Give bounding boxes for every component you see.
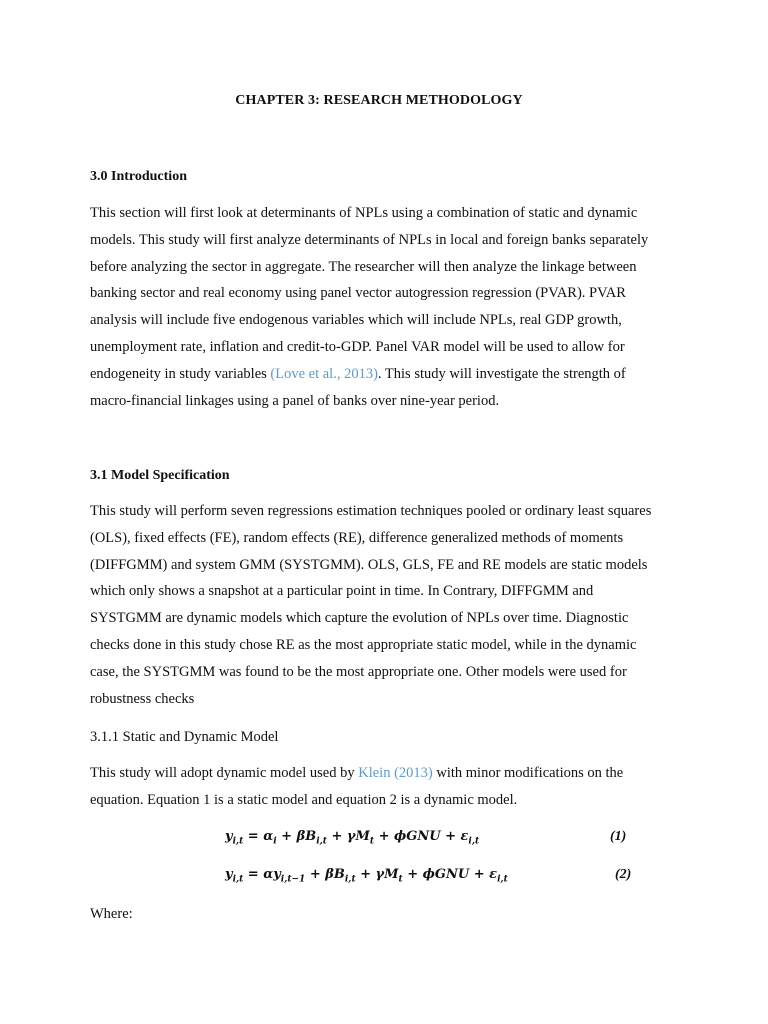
chapter-title: CHAPTER 3: RESEARCH METHODOLOGY (235, 93, 523, 108)
intro-line-5: analysis will include five endogenous variables which will include NPLs, real GDP growth, (90, 312, 622, 329)
equation-1-formula: $y_{i,t} = \alpha_i + \beta B_{i,t} + \gamma M_t + \phi GNU + \varepsilon_{i,t}$ (225, 829, 480, 847)
intro-line-2: models. This study will first analyze determinants of NPLs in local and foreign banks separately (90, 231, 649, 248)
citation-love-2013-link[interactable]: (Love et al., 2013) (270, 365, 378, 382)
static-dynamic-heading: 3.1.1 Static and Dynamic Model (90, 729, 279, 745)
equation-2-number: (2) (615, 867, 632, 882)
intro-line-8: macro-financial linkages using a panel of banks over nine-year period. (90, 392, 500, 409)
model-spec-line-6: checks done in this study chose RE as the most appropriate static model, while in the dynamic (90, 636, 637, 653)
intro-line-7-text-a: endogeneity in study variables (90, 365, 271, 382)
intro-paragraph (90, 200, 690, 414)
model-spec-paragraph (90, 498, 690, 712)
equation-2-formula: $y_{i,t} = \alpha y_{i,t-1} + \beta B_{i,t} + \gamma M_t + \phi GNU + \varepsilon_{i,t}$ (225, 867, 508, 885)
intro-line-4: banking sector and real economy using panel vector autogression regression (PVAR). PVAR (90, 285, 626, 302)
static-dynamic-line-1 (90, 760, 690, 787)
intro-heading: 3.0 Introduction (90, 169, 187, 184)
equation-1-number: (1) (610, 829, 627, 844)
model-spec-line-2: (OLS), fixed effects (FE), random effects (RE), difference generalized methods of moments (90, 529, 624, 546)
citation-klein-2013-link[interactable]: Klein (2013) (358, 765, 433, 781)
intro-line-1: This section will first look at determinants of NPLs using a combination of static and dynamic (90, 205, 638, 221)
intro-line-3: before analyzing the sector in aggregate. The researcher will then analyze the linkage between (90, 258, 637, 275)
intro-line-7-text-b: . This study will investigate the strength of (377, 365, 626, 382)
where-label: Where: (90, 906, 133, 922)
equation-1 (90, 829, 650, 851)
model-spec-line-8: robustness checks (90, 690, 195, 707)
model-spec-line-7: case, the SYSTGMM was found to be the most appropriate one. Other models were used for (90, 663, 627, 680)
static-dynamic-line-1-text-b: with minor modifications on the (432, 765, 624, 781)
static-dynamic-paragraph (90, 760, 690, 814)
model-spec-line-3: (DIFFGMM) and system GMM (SYSTGMM). OLS, GLS, FE and RE models are static models (90, 556, 648, 573)
intro-line-6: unemployment rate, inflation and credit-to-GDP. Panel VAR model will be used to allow for (90, 338, 625, 355)
model-spec-heading: 3.1 Model Specification (90, 468, 230, 483)
intro-line-7 (90, 361, 690, 388)
model-spec-line-4: which only shows a snapshot at a particular point in time. In Contrary, DIFFGMM and (90, 583, 594, 600)
equation-2 (90, 867, 650, 889)
model-spec-line-5: SYSTGMM are dynamic models which capture the evolution of NPLs over time. Diagnostic (90, 610, 629, 627)
model-spec-line-1: This study will perform seven regressions estimation techniques pooled or ordinary least squares (90, 503, 652, 519)
static-dynamic-line-1-text-a: This study will adopt dynamic model used by (90, 765, 359, 781)
static-dynamic-line-2: equation. Equation 1 is a static model and equation 2 is a dynamic model. (90, 791, 518, 808)
